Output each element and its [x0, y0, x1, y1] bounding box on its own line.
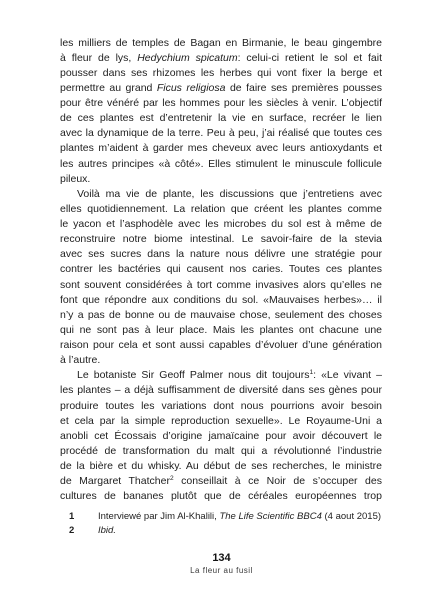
text-line: reconstruire notre biome intestinal. Le savoir-faire de la stevia	[60, 233, 382, 246]
italic-species-name: Ficus religiosa	[156, 81, 226, 94]
footnote-text	[98, 524, 116, 538]
footnote-number: 2	[69, 524, 75, 536]
text-line: et cela par la simple reproduction sexuelle». Le Royaume-Uni a	[60, 414, 382, 427]
text-line	[60, 51, 382, 66]
page-number: 134	[212, 552, 231, 564]
text-segment: de faire ses premières pousses	[225, 81, 383, 94]
text-segment: à fleur de lys,	[60, 51, 138, 64]
text-line: plantes m’aident à garder mes cheveux avec leurs antioxydants et	[60, 142, 382, 155]
italic-species-name: Hedychium spicatum	[137, 51, 238, 64]
footnote-source-title: The Life Scientific BBC4	[219, 511, 322, 522]
paragraph	[60, 187, 382, 369]
text-line: elles quotidiennement. La relation que créent les plantes comme	[60, 202, 382, 215]
paragraph	[60, 368, 382, 504]
text-segment: : «Le vivant –	[313, 369, 382, 382]
text-line: de la bière et du whisky. Au début de ses recherches, le ministre	[60, 460, 382, 472]
footnote-reference: 1	[309, 369, 314, 377]
text-line: font que répondre aux conditions du sol. «Mauvaises herbes»… il	[60, 293, 382, 306]
text-line: pousser dans ses rhizomes les herbes qui vont fixer la berge et	[60, 66, 382, 79]
text-line: pileux.	[60, 172, 91, 185]
text-line: de ces plantes est d’entretenir la vie en surface, recréer le lien	[60, 112, 382, 125]
footnote-text-segment: Interviewé par Jim Al-Khalili,	[98, 511, 220, 522]
text-line: les autres principes «à côté». Elles stimulent le minuscule follicule	[60, 157, 382, 170]
text-line: sont souvent considérées à tort comme invasives alors qu’elles ne	[60, 278, 382, 291]
footnote-text	[98, 510, 381, 524]
footnote-reference: 2	[169, 475, 174, 483]
footnotes	[60, 510, 382, 537]
text-segment: conseillait à ce Noir de s’occuper des	[173, 475, 382, 488]
footnote-source-title: Ibid.	[98, 524, 116, 536]
text-segment: Le botaniste Sir Geoff Palmer nous dit toujours	[77, 369, 310, 382]
text-line	[60, 368, 382, 383]
text-line: raison pour cela et sont aussi capables d’évoluer d’une génération	[60, 339, 382, 351]
text-line: produire toutes les variations dont nous pourrions avoir besoin	[60, 399, 382, 412]
text-segment: permettre au grand	[60, 81, 157, 94]
text-line: anobli cet Écossais d’origine jamaïcaine pour avoir découvert le	[60, 429, 382, 442]
text-line: à l’autre.	[60, 354, 101, 367]
footnote	[60, 510, 382, 524]
footnote-text-segment: (4 aout 2015)	[321, 511, 382, 522]
text-line: le yacon et l’asphodèle avec les microbes du sol est à même de	[60, 218, 382, 230]
text-line: Voilà ma vie de plante, les discussions que j’entretiens avec	[77, 187, 382, 200]
text-line	[60, 474, 382, 489]
text-line: pour être vénéré par les hommes pour les siècles à venir. L’objectif	[60, 97, 382, 109]
text-line: n’y a pas de bonne ou de mauvaise chose, seulement des choses	[60, 308, 382, 321]
text-line: qui ne sont pas à leur place. Mais les plantes ont chacune une	[60, 323, 382, 336]
text-line	[60, 81, 382, 96]
text-line: les plantes – a déjà suffisamment de diversité dans ses gènes pour	[60, 384, 382, 397]
text-line: les milliers de temples de Bagan en Birmanie, le beau gingembre	[60, 36, 382, 49]
text-segment: : celui-ci retient le sol et fait	[237, 51, 383, 64]
footnote-number: 1	[69, 511, 75, 522]
text-line: cultures de bananes plutôt que de céréales européennes trop	[60, 490, 382, 503]
footnote	[60, 524, 382, 538]
text-line: avec ses sucres dans la nature nous délivre une stratégie pour	[60, 248, 382, 261]
text-segment: de Margaret Thatcher	[60, 475, 170, 488]
text-line: avec la dynamique de la terre. Peu à peu, j’ai réalisé que toutes ces	[60, 127, 382, 140]
paragraph	[60, 36, 382, 187]
text-line: procédé de transformation du malt qui a révolutionné l’industrie	[60, 444, 382, 457]
body-text	[60, 36, 382, 505]
running-title: La fleur au fusil	[190, 566, 253, 575]
text-line: contrer les bactéries qui causent nos caries. Toutes ces plantes	[60, 263, 382, 276]
